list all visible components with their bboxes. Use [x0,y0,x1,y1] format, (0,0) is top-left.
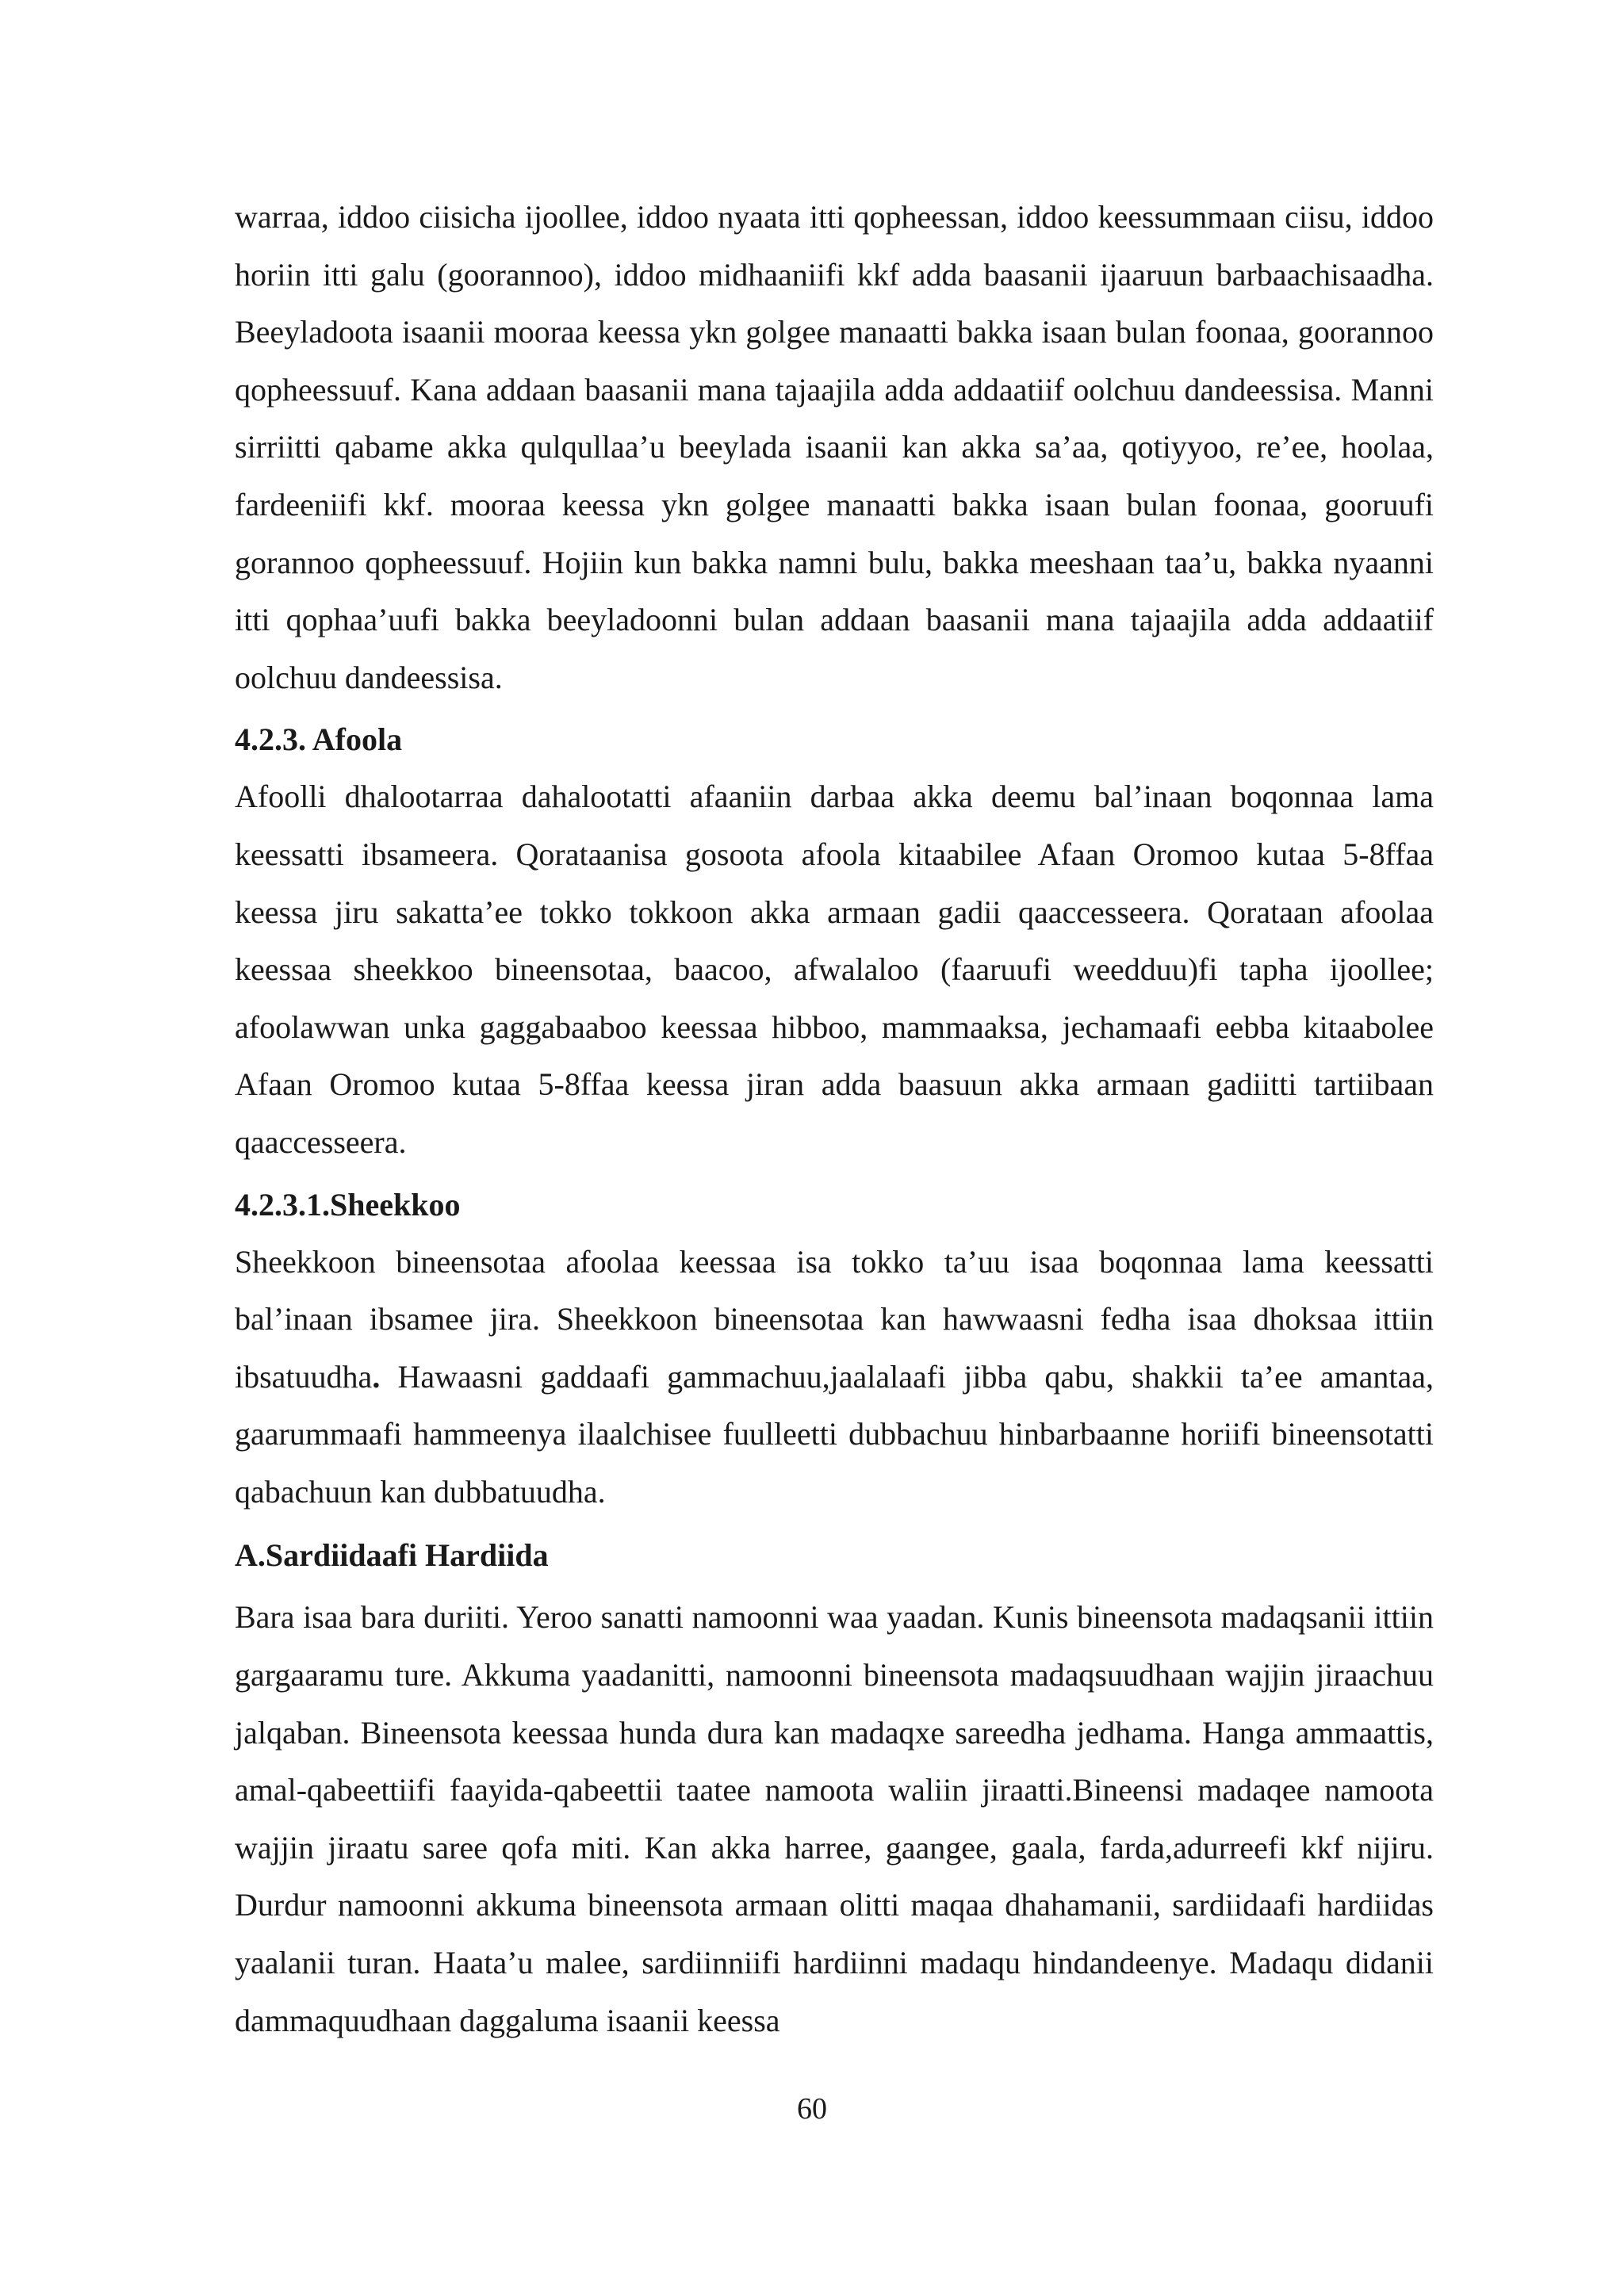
bold-period: . [372,1358,381,1395]
document-page [235,189,1434,2049]
section-heading-afoola: 4.2.3. Afoola [235,721,403,758]
body-paragraph: warraa, iddoo ciisicha ijoollee, iddoo nyaata itti qopheessan, iddoo keessummaan ciisu, iddoo horiin itti galu (goorannoo), iddoo midhaaniifi kkf adda baasanii ijaaruun barbaachisaadha. Beeyladoota isaanii mooraa keessa ykn golgee manaatti bakka isaan bulan foonaa, goorannoo qopheessuuf. Kana addaan baasanii mana tajaajila adda addaatiif oolchuu dandeessisa. Manni sirriitti qabame akka qulqullaa’u beeylada isaanii kan akka sa’aa, qotiyyoo, re’ee, hoolaa, fardeeniifi kkf. mooraa keessa ykn golgee manaatti bakka isaan bulan foonaa, gooruufi gorannoo qopheessuuf. Hojiin kun bakka namni bulu, bakka meeshaan taa’u, bakka nyaanni itti qophaa’uufi bakka beeyladoonni bulan addaan baasanii mana tajaajila adda addaatiif oolchuu dandeessisa. [235,199,1434,695]
page-number: 60 [797,2092,827,2126]
body-paragraph: Afoolli dhalootarraa dahalootatti afaaniin darbaa akka deemu bal’inaan boqonnaa lama keessatti ibsameera. Qorataanisa gosoota afoola kitaabilee Afaan Oromoo kutaa 5-8ffaa keessa jiru sakatta’ee tokko tokkoon akka armaan gadii qaaccesseera. Qorataan afoolaa keessaa sheekkoo bineensotaa, baacoo, afwalaloo (faaruufi weedduu)fi tapha ijoollee; afoolawwan unka gaggabaaboo keessaa hibboo, mammaaksa, jechamaafi eebba kitaabolee Afaan Oromoo kutaa 5-8ffaa keessa jiran adda baasuun akka armaan gadiitti tartiibaan qaaccesseera. [235,779,1434,1160]
section-heading-sheekkoo: 4.2.3.1.Sheekkoo [235,1186,461,1223]
paragraph-text: Hawaasni gaddaafi gammachuu,jaalalaafi jibba qabu, shakkii ta’ee amantaa, gaarummaafi hammeenya ilaalchisee fuulleetti dubbachuu hinbarbaanne horiifi bineensotatti qabachuun kan dubbatuudha. [235,1358,1434,1510]
body-paragraph: Bara isaa bara duriiti. Yeroo sanatti namoonni waa yaadan. Kunis bineensota madaqsanii ittiin gargaaramu ture. Akkuma yaadanitti, namoonni bineensota madaqsuudhaan wajjin jiraachuu jalqaban. Bineensota keessaa hunda dura kan madaqxe sareedha jedhama. Hanga ammaattis, amal-qabeettiifi faayida-qabeettii taatee namoota waliin jiraatti.Bineensi madaqee namoota wajjin jiraatu saree qofa miti. Kan akka harree, gaangee, gaala, farda,adurreefi kkf nijiru. Durdur namoonni akkuma bineensota armaan olitti maqaa dhahamanii, sardiidaafi hardiidas yaalanii turan. Haata’u malee, sardiinniifi hardiinni madaqu hindandeenye. Madaqu didanii dammaquudhaan daggaluma isaanii keessa [235,1599,1434,2038]
subsection-heading-sardiidaafi-hardiida: A.Sardiidaafi Hardiida [235,1537,549,1574]
paragraph-text: Sheekkoon bineensotaa afoolaa keessaa isa tokko ta’uu isaa boqonnaa lama keessatti bal’inaan ibsamee jira. Sheekkoon bineensotaa kan hawwaasni fedha isaa dhoksaa ittiin ibsatuudha [235,1243,1434,1395]
body-paragraph [235,1234,1434,1521]
